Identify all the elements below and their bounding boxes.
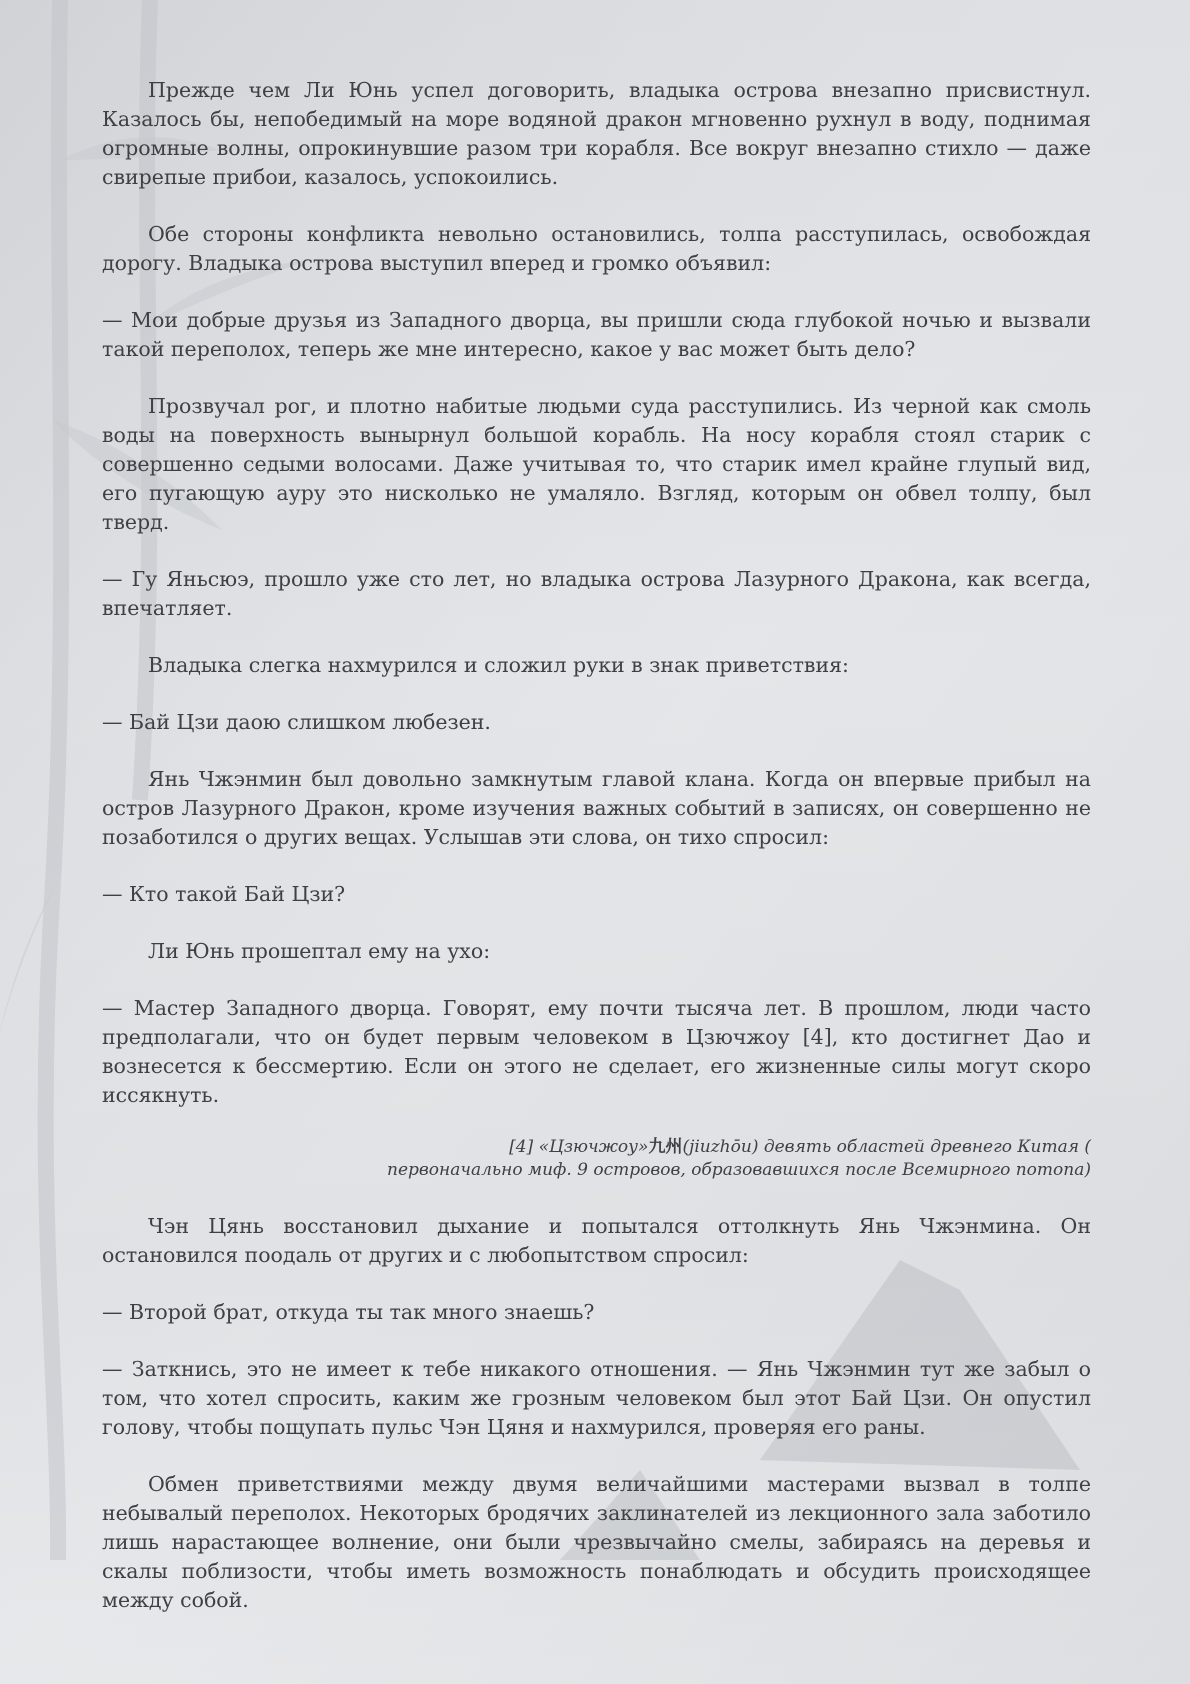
dialogue-line: — Второй брат, откуда ты так много знаешь? xyxy=(102,1300,595,1324)
footnote-line-2: первоначально миф. 9 островов, образовавшихся после Всемирного потопа) xyxy=(387,1160,1091,1180)
paragraph: Обмен приветствиями между двумя величайшими мастерами вызвал в толпе небывалый переполох. Некоторых бродячих заклинателей из лекционного зала заботило лишь нарастающее волнение, они были чрезвычайно смелы, забираясь на деревья и скалы поблизости, чтобы иметь возможность понаблюдать и обсудить происходящее между собой. xyxy=(102,1472,1091,1612)
dialogue-line: — Бай Цзи даою слишком любезен. xyxy=(102,710,491,734)
paragraph: Обе стороны конфликта невольно остановились, толпа расступилась, освобождая дорогу. Владыка острова выступил вперед и громко объявил: xyxy=(102,222,1091,275)
dialogue-line: — Мастер Западного дворца. Говорят, ему почти тысяча лет. В прошлом, люди часто предполагали, что он будет первым человеком в Цзючжоу [4], кто достигнет Дао и вознесется к бессмертию. Если он этого не сделает, его жизненные силы могут скоро иссякнуть. xyxy=(102,996,1091,1107)
footnote-line1-rest: (jiuzhōu) девять областей древнего Китая ( xyxy=(682,1137,1091,1157)
dialogue-line: — Мои добрые друзья из Западного дворца, вы пришли сюда глубокой ночью и вызвали такой переполох, теперь же мне интересно, какое у вас может быть дело? xyxy=(102,308,1091,361)
document-page xyxy=(102,76,1091,1643)
paragraph: Владыка слегка нахмурился и сложил руки в знак приветствия: xyxy=(148,653,849,677)
dialogue-line: — Кто такой Бай Цзи? xyxy=(102,882,346,906)
paragraph: Янь Чжэнмин был довольно замкнутым главой клана. Когда он впервые прибыл на остров Лазурного Дракон, кроме изучения важных событий в записях, он совершенно не позаботился о других вещах. Услышав эти слова, он тихо спросил: xyxy=(102,767,1091,849)
footnote-hanzi: 九州 xyxy=(648,1137,683,1157)
paragraph: Чэн Цянь восстановил дыхание и попытался оттолкнуть Янь Чжэнмина. Он остановился поодаль от других и с любопытством спросил: xyxy=(102,1214,1091,1267)
dialogue-line: — Заткнись, это не имеет к тебе никакого отношения. — Янь Чжэнмин тут же забыл о том, что хотел спросить, каким же грозным человеком был этот Бай Цзи. Он опустил голову, чтобы пощупать пульс Чэн Цяня и нахмурился, проверяя его раны. xyxy=(102,1357,1091,1439)
paragraph: Прозвучал рог, и плотно набитые людьми суда расступились. Из черной как смоль воды на поверхность вынырнул большой корабль. На носу корабля стоял старик с совершенно седыми волосами. Даже учитывая то, что старик имел крайне глупый вид, его пугающую ауру это нисколько не умаляло. Взгляд, которым он обвел толпу, был тверд. xyxy=(102,394,1091,534)
footnote-line-1 xyxy=(102,1136,1091,1159)
paragraph: Прежде чем Ли Юнь успел договорить, владыка острова внезапно присвистнул. Казалось бы, непобедимый на море водяной дракон мгновенно рухнул в воду, поднимая огромные волны, опрокинувшие разом три корабля. Все вокруг внезапно стихло — даже свирепые прибои, казалось, успокоились. xyxy=(102,78,1091,189)
footnote-prefix: [4] «Цзючжоу» xyxy=(509,1137,649,1157)
footnote xyxy=(102,1136,1091,1182)
paragraph: Ли Юнь прошептал ему на ухо: xyxy=(148,939,491,963)
dialogue-line: — Гу Яньсюэ, прошло уже сто лет, но владыка острова Лазурного Дракона, как всегда, впечатляет. xyxy=(102,567,1091,620)
